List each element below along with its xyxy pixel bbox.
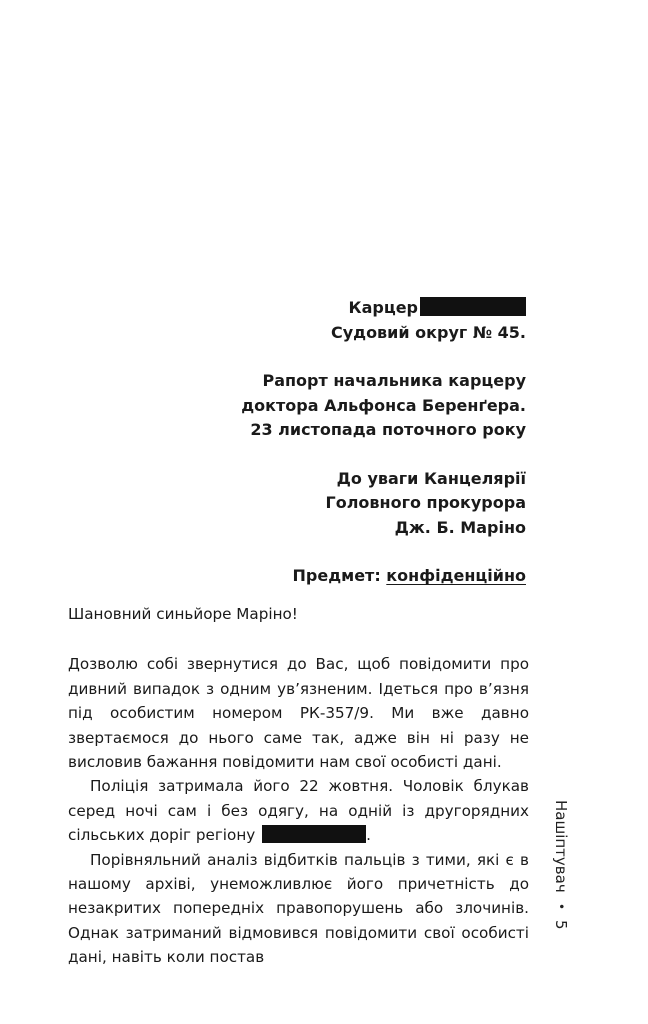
header-line-8: Дж. Б. Маріно <box>394 517 526 537</box>
book-title: Нашіптувач <box>552 800 570 893</box>
paragraph-2: Поліція затримала його 22 жовтня. Чоловік блукав серед ночі сам і без одягу, на одній із другорядних сільських доріг регіону . <box>68 777 529 845</box>
header-line-1: Карцер <box>180 296 526 321</box>
redaction-bar <box>420 297 526 316</box>
separator-dot: • <box>554 902 568 910</box>
paragraph-3: Порівняльний аналіз відбитків пальців з тими, які є в нашому архіві, унеможливлює його причетність до незакритих попередніх правопорушень або злочинів. Однак затриманий відмовився повідомити свої особисті дані, навіть коли постав <box>68 850 529 967</box>
running-header <box>552 800 570 929</box>
letter-body <box>68 602 529 970</box>
subject-value: конфіденційно <box>386 566 526 585</box>
header-line-2: Судовий округ № 45. <box>330 322 526 342</box>
subject-label: Предмет: <box>292 566 381 585</box>
greeting: Шановний синьйоре Маріно! <box>68 605 298 623</box>
letter-header <box>180 296 526 589</box>
redaction-bar <box>262 825 366 843</box>
header-line-5: 23 листопада поточного року <box>250 420 526 439</box>
header-line-6: До уваги Канцелярії <box>336 468 526 488</box>
header-line-3: Рапорт начальника карцеру <box>262 371 526 390</box>
subject-line <box>180 564 526 589</box>
header-line-4: доктора Альфонса Беренґера. <box>241 395 526 415</box>
page-number: 5 <box>552 919 570 930</box>
paragraph-1: Дозволю собі звернутися до Вас, щоб повідомити про дивний випадок з одним ув’язненим. Ідеться про в’язня під особистим номером РК-357/9. Ми вже давно звертаємося до нього саме так, адже він ні разу не висловив бажання повідомити нам свої особисті дані. <box>68 655 529 772</box>
header-line-7: Головного прокурора <box>325 493 526 512</box>
